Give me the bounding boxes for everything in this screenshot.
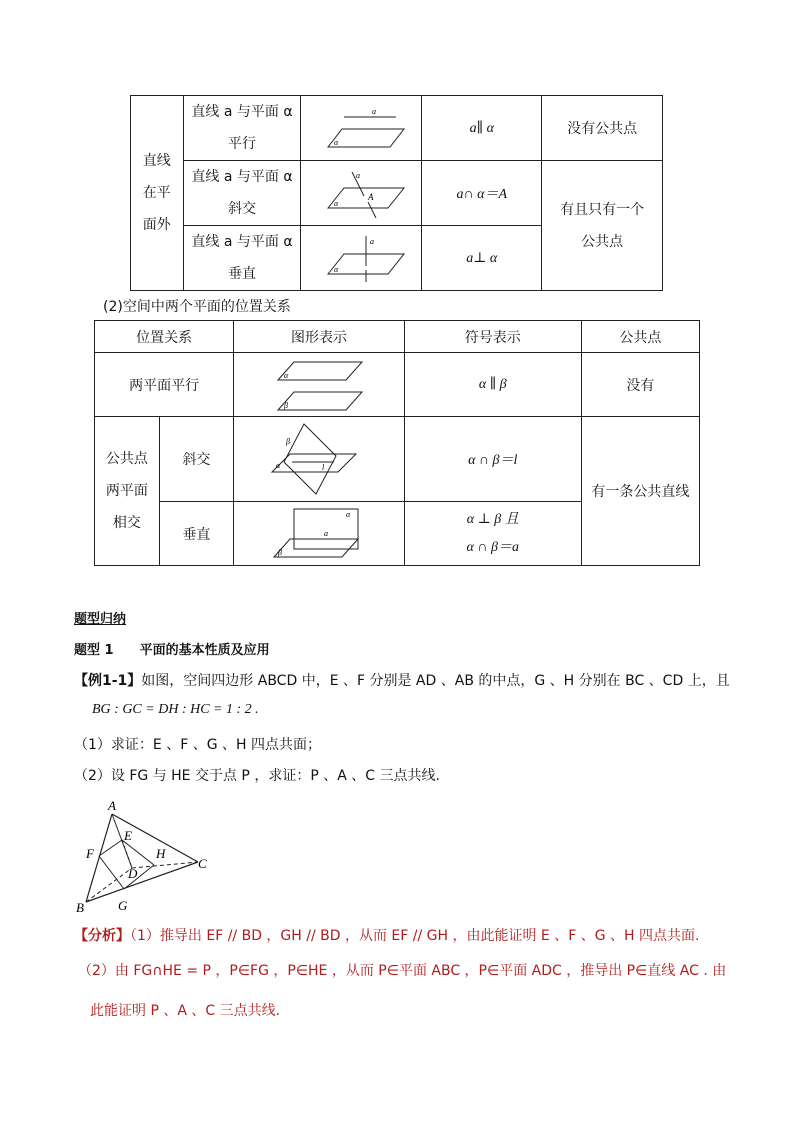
figure-oblique xyxy=(301,161,422,226)
analysis-line-3: 此能证明 P 、A 、C 三点共线. xyxy=(90,1003,281,1019)
header-relation: 位置关系 xyxy=(95,321,234,353)
line-parallel-plane-figure xyxy=(306,103,416,153)
relation-parallel xyxy=(183,96,301,161)
svg-text:α: α xyxy=(334,138,339,147)
label-E: E xyxy=(124,828,132,843)
relation-type: 垂直 xyxy=(228,266,256,282)
svg-text:α: α xyxy=(334,199,339,208)
svg-text:α: α xyxy=(334,265,339,274)
section-title-two-planes: (2)空间中两个平面的位置关系 xyxy=(103,299,291,315)
group-label-intersect: 公共点 两平面 相交 xyxy=(95,417,160,566)
svg-text:a: a xyxy=(372,107,377,116)
plane-plane-table xyxy=(94,320,700,566)
common-one-line: 有一条公共直线 xyxy=(581,417,699,566)
svg-text:α: α xyxy=(276,461,281,470)
relation-planes-perpendicular: 垂直 xyxy=(159,502,234,566)
header-figure: 图形表示 xyxy=(234,321,405,353)
relation-text: 直线 a 与平面 α xyxy=(191,104,293,120)
symbol-perpendicular: a⊥ α xyxy=(422,226,542,291)
figure-perpendicular xyxy=(301,226,422,291)
label-F: F xyxy=(86,846,94,861)
label-B: B xyxy=(76,900,84,915)
svg-text:l: l xyxy=(322,463,325,472)
heading-summary: 题型归纳 xyxy=(74,612,127,627)
label-D: D xyxy=(128,866,138,881)
relation-type: 斜交 xyxy=(228,201,256,217)
question-1: （1）求证：E 、F 、G 、H 四点共面； xyxy=(74,737,321,753)
symbol-parallel: a∥ α xyxy=(422,96,542,161)
line-oblique-plane-figure xyxy=(306,166,416,220)
relation-planes-oblique: 斜交 xyxy=(159,417,234,502)
common-planes-none: 没有 xyxy=(581,353,699,417)
symbol-planes-parallel: α ∥ β xyxy=(404,353,581,417)
line-plane-table xyxy=(130,95,663,291)
analysis-line-2: （2）由 FG∩HE = P ，P∈FG ，P∈HE ，从而 P∈平面 ABC ，P∈平面 ADC ，推导出 P∈直线 AC . 由 xyxy=(78,963,727,979)
figure-planes-oblique xyxy=(234,417,405,502)
header-common: 公共点 xyxy=(581,321,699,353)
perpendicular-planes-figure xyxy=(264,505,374,563)
relation-perpendicular xyxy=(183,226,301,291)
symbol-oblique: a∩ α＝A xyxy=(422,161,542,226)
example-ratio: BG : GC = DH : HC = 1 : 2 . xyxy=(92,702,259,717)
analysis-line-1 xyxy=(74,925,699,945)
common-none: 没有公共点 xyxy=(542,96,663,161)
example-text: 如图，空间四边形 ABCD 中，E 、F 分别是 AD 、AB 的中点，G 、H 分别在 BC 、CD 上，且 xyxy=(141,673,730,689)
figure-planes-perpendicular xyxy=(234,502,405,566)
relation-planes-parallel: 两平面平行 xyxy=(95,353,234,417)
relation-type: 平行 xyxy=(228,136,256,152)
svg-text:a: a xyxy=(356,171,361,180)
tetrahedron-figure xyxy=(72,792,222,918)
relation-text: 直线 a 与平面 α xyxy=(191,234,293,250)
svg-text:a: a xyxy=(324,528,329,538)
heading-type-1: 题型 1 平面的基本性质及应用 xyxy=(74,643,270,658)
group-label-outside: 直线 在平 面外 xyxy=(131,96,184,291)
analysis-text: （1）推导出 EF // BD ，GH // BD ，从而 EF // GH ，由此能证明 E 、F 、G 、H 四点共面. xyxy=(130,928,700,944)
example-line-1 xyxy=(74,670,730,690)
label-C: C xyxy=(198,856,207,871)
relation-text: 直线 a 与平面 α xyxy=(191,169,293,185)
svg-text:A: A xyxy=(368,192,374,202)
svg-text:β: β xyxy=(284,400,288,410)
label-H: H xyxy=(156,846,166,861)
svg-text:α: α xyxy=(284,370,289,380)
oblique-planes-figure xyxy=(264,420,374,498)
figure-parallel xyxy=(301,96,422,161)
label-G: G xyxy=(118,898,128,913)
question-2: （2）设 FG 与 HE 交于点 P ，求证：P 、A 、C 三点共线. xyxy=(74,768,440,784)
svg-text:β: β xyxy=(286,437,290,446)
analysis-tag: 【分析】 xyxy=(74,928,130,944)
symbol-planes-oblique: α ∩ β＝l xyxy=(404,417,581,502)
svg-text:β: β xyxy=(278,547,282,557)
common-one-point: 有且只有一个公共点 xyxy=(542,161,663,291)
symbol-planes-perpendicular: α ⊥ β 且 α ∩ β＝a xyxy=(404,502,581,566)
relation-oblique xyxy=(183,161,301,226)
svg-text:a: a xyxy=(370,237,375,246)
parallel-planes-figure xyxy=(264,356,374,414)
figure-planes-parallel xyxy=(234,353,405,417)
svg-text:α: α xyxy=(346,509,351,519)
example-tag: 【例1-1】 xyxy=(74,673,142,689)
line-perpendicular-plane-figure xyxy=(306,230,416,286)
label-A: A xyxy=(108,798,116,813)
header-symbol: 符号表示 xyxy=(404,321,581,353)
